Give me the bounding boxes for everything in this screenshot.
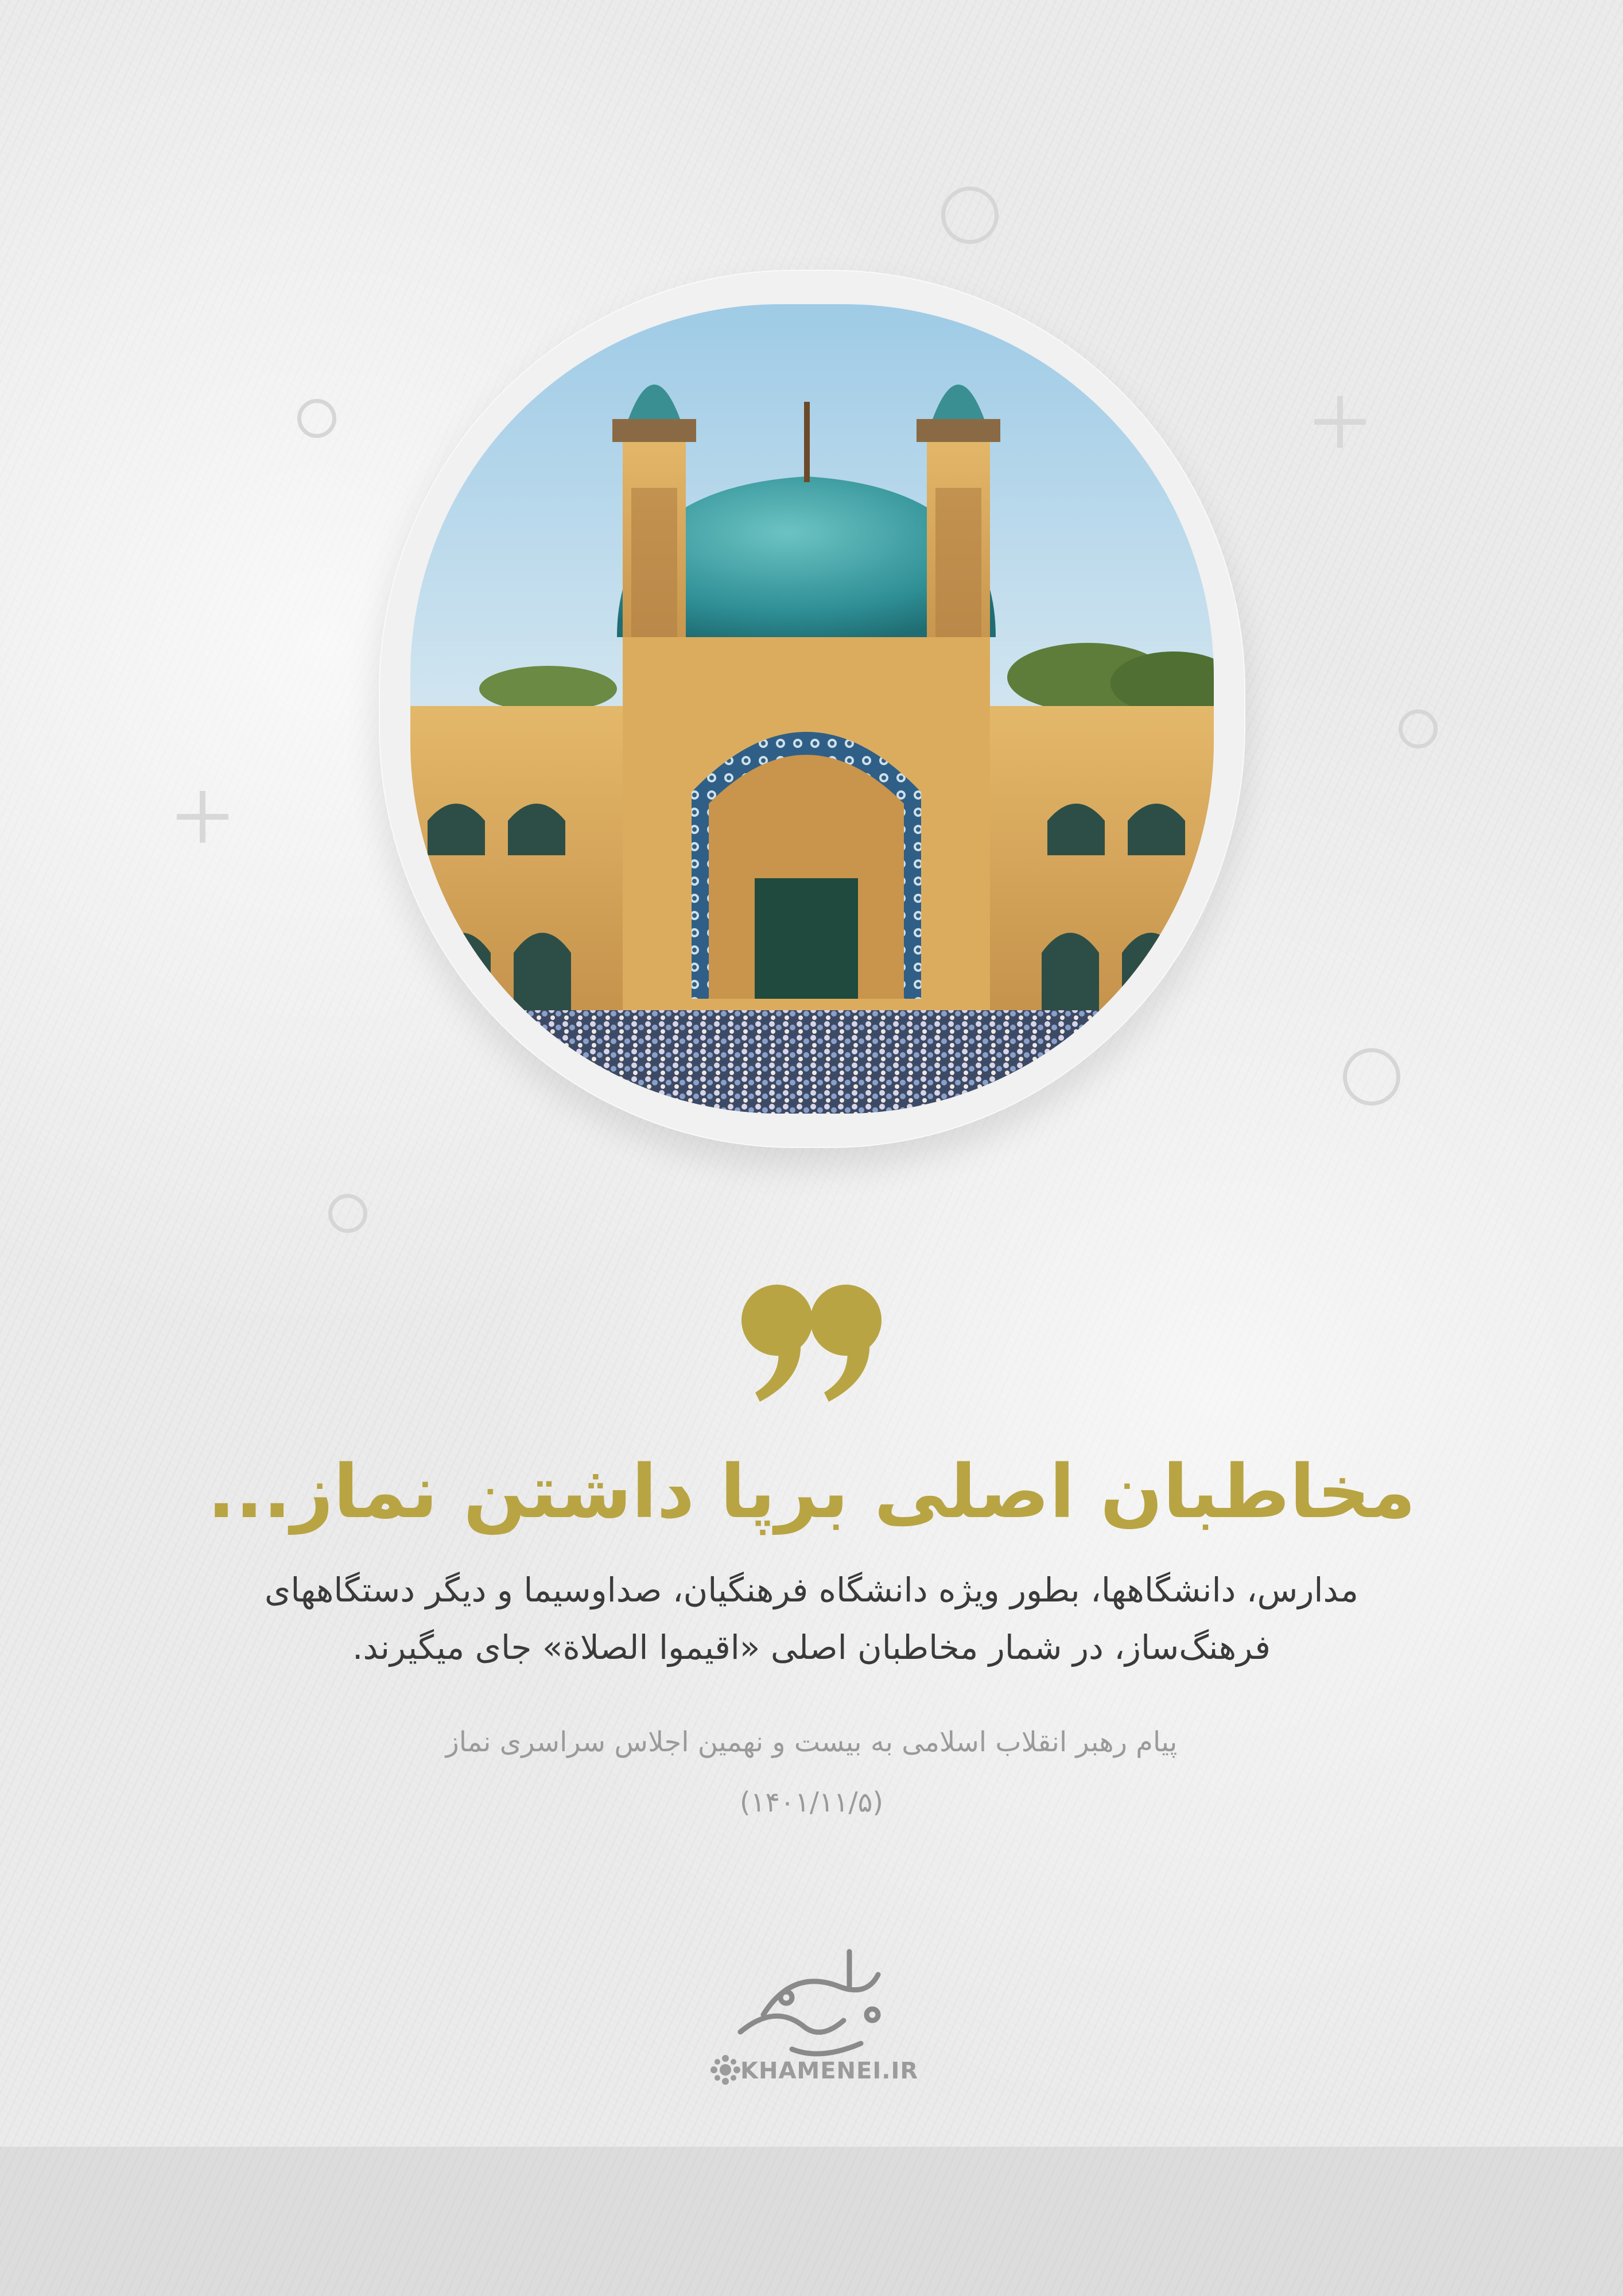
quote-source: پیام رهبر انقلاب اسلامی به بیست و نهمین اجلاس سراسری نماز [445,1726,1178,1758]
decor-circle [328,1194,367,1233]
decor-plus [1314,396,1366,448]
khamenei-emblem-icon [709,2054,741,2086]
quote-date: (۱۴۰۱/۱۱/۵) [739,1786,884,1818]
decor-circle [297,399,336,438]
quote-body [241,1561,1382,1676]
mosque-photo [410,304,1214,1114]
decor-circle [941,187,999,244]
closing-quote-icon [737,1280,886,1406]
poster-title: مخاطبان اصلی برپا داشتن نماز... [207,1449,1416,1535]
site-name[interactable]: KHAMENEI.IR [740,2058,919,2084]
quote-line: مدارس، دانشگاهها، بطور ویژه دانشگاه فرهنگیان، صداوسیما و دیگر دستگاههای [265,1570,1358,1609]
decor-plus [177,791,228,843]
footer-band [0,2147,1623,2296]
decor-circle [1343,1048,1400,1106]
quote-line: فرهنگ‌ساز، در شمار مخاطبان اصلی «اقیموا الصلاة» جای میگیرند. [352,1628,1271,1667]
decor-circle [1399,709,1438,748]
